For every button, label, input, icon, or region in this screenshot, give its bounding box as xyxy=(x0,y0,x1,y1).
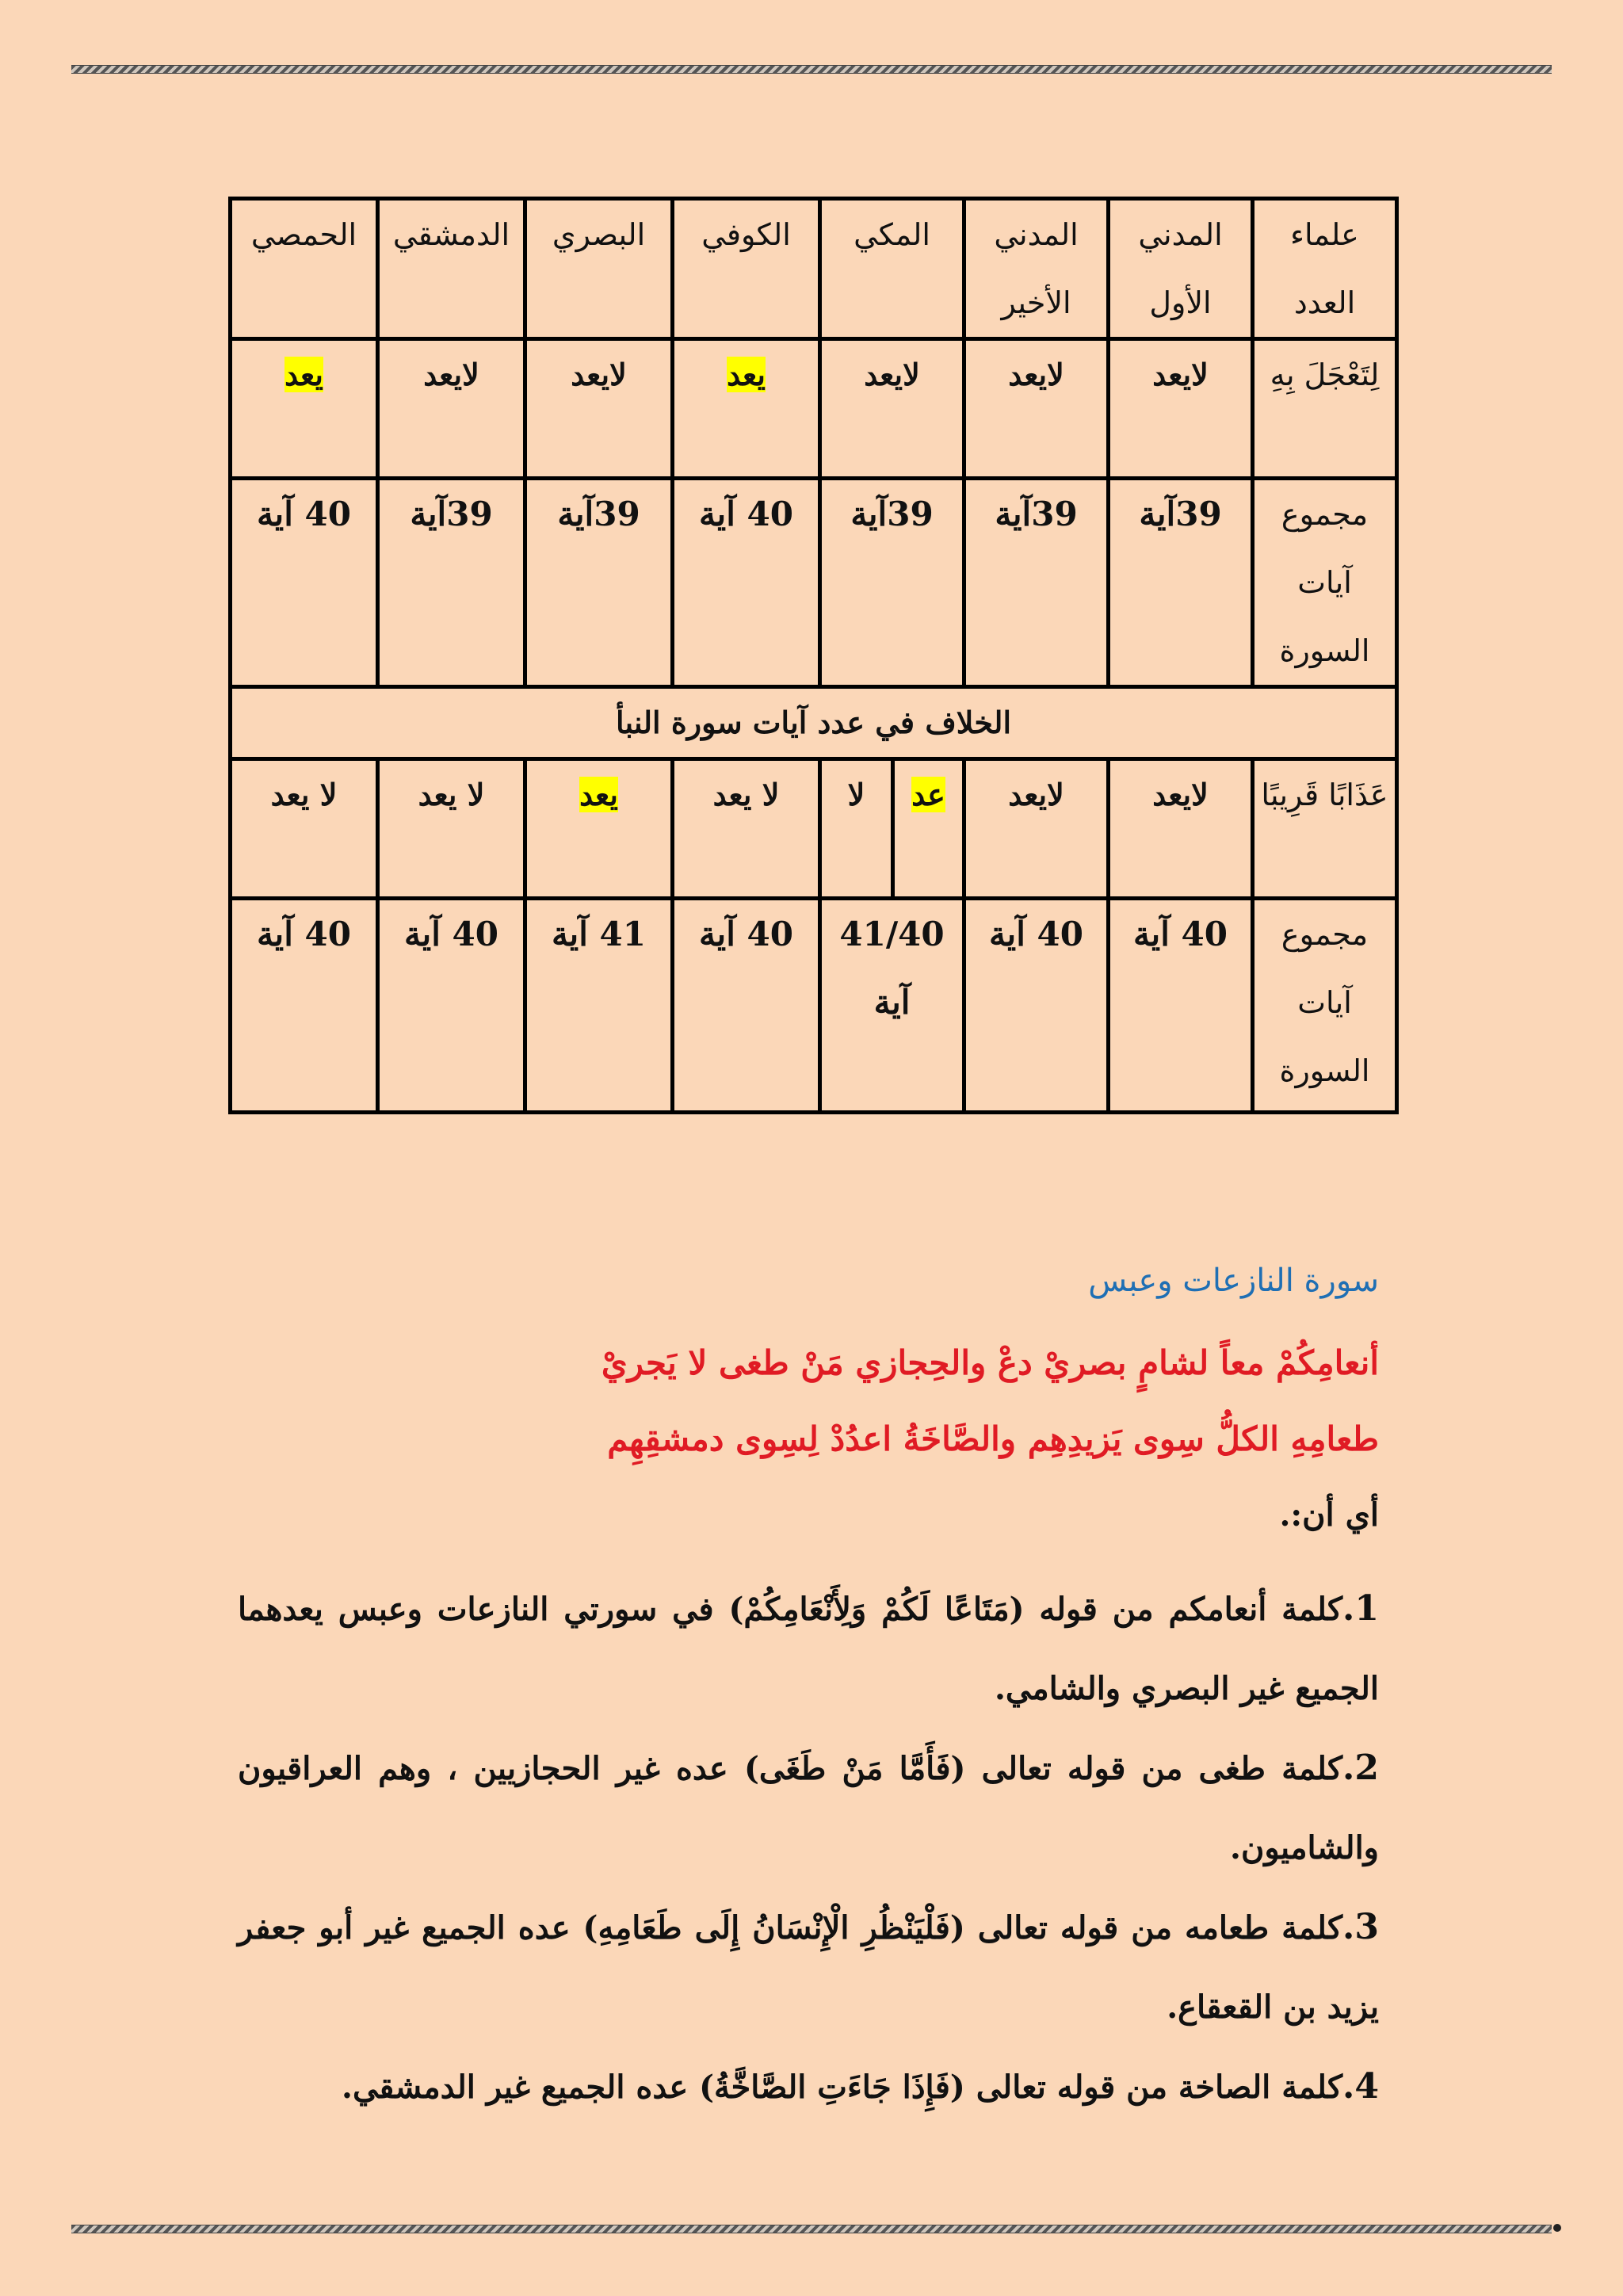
list-item: 2.كلمة طغى من قوله تعالى (فَأَمَّا مَنْ طَغَى) عده غير الحجازيين ، وهم العراقيون والشاميون. xyxy=(238,1748,1379,1866)
row-adhaban xyxy=(231,759,1397,899)
row-total-qiyama xyxy=(231,479,1397,687)
cell-basri: 41 آية xyxy=(525,899,673,1113)
top-decorative-rule xyxy=(71,65,1552,74)
cell-basri: لايعد xyxy=(525,339,673,479)
row-label: لِتَعْجَلَ بِهِ xyxy=(1253,339,1397,479)
cell-madani-first: لايعد xyxy=(1109,759,1253,899)
cell-kufi: 40 آية xyxy=(673,899,820,1113)
col-makki: المكي xyxy=(820,199,964,339)
naziat-abasa-section xyxy=(238,1260,1379,2127)
cell-dimashqi: 39آية xyxy=(378,479,525,687)
cell-kufi: يعد xyxy=(673,339,820,479)
cell-dimashqi: 40 آية xyxy=(378,899,525,1113)
cell-makki: 41/40 آية xyxy=(820,899,964,1113)
row-total-naba xyxy=(231,899,1397,1113)
intro-line: أي أن:. xyxy=(1279,1496,1379,1534)
cell-himsi: 40 آية xyxy=(231,479,378,687)
col-basri: البصري xyxy=(525,199,673,339)
header-label: علماء العدد xyxy=(1253,199,1397,339)
cell-himsi: لا يعد xyxy=(231,759,378,899)
col-himsi: الحمصي xyxy=(231,199,378,339)
row-label: مجموع آيات السورة xyxy=(1253,899,1397,1113)
col-kufi: الكوفي xyxy=(673,199,820,339)
cell-makki-b: لا xyxy=(820,759,893,899)
section-title: سورة النازعات وعبس xyxy=(1088,1263,1379,1299)
cell-kufi: 40 آية xyxy=(673,479,820,687)
cell-makki-a: عد xyxy=(893,759,964,899)
list-item: 4.كلمة الصاخة من قوله تعالى (فَإِذَا جَاءَتِ الصَّاخَّةُ) عده الجميع غير الدمشقي. xyxy=(342,2066,1379,2107)
cell-madani-first: 39آية xyxy=(1109,479,1253,687)
col-dimashqi: الدمشقي xyxy=(378,199,525,339)
cell-madani-last: 39آية xyxy=(964,479,1109,687)
cell-dimashqi: لايعد xyxy=(378,339,525,479)
poem-verse-2: طعامِهِ الكلُّ سِوى يَزيدِهِم والصَّاخَةُ اعدُدْ لِسِوى دمشقِهِم xyxy=(607,1419,1379,1458)
list-item: 3.كلمة طعامه من قوله تعالى (فَلْيَنْظُرِ الْإِنْسَانُ إِلَى طَعَامِهِ) عده الجميع غير أبو جعفر يزيد بن القعقاع. xyxy=(238,1907,1379,2026)
row-litajala xyxy=(231,339,1397,479)
cell-madani-first: لايعد xyxy=(1109,339,1253,479)
cell-madani-last: لايعد xyxy=(964,339,1109,479)
col-madani-first: المدني الأول xyxy=(1109,199,1253,339)
cell-basri: 39آية xyxy=(525,479,673,687)
cell-madani-last: لايعد xyxy=(964,759,1109,899)
verse-count-table xyxy=(228,197,1399,1114)
header-row xyxy=(231,199,1397,339)
naba-banner: الخلاف في عدد آيات سورة النبأ xyxy=(231,687,1397,759)
poem-verse-1: أنعامِكُمْ معاً لشامٍ بصريْ دعْ والحِجازي مَنْ طغى لا يَجريْ xyxy=(601,1343,1379,1382)
banner-row xyxy=(231,687,1397,759)
row-label: مجموع آيات السورة xyxy=(1253,479,1397,687)
cell-makki: 39آية xyxy=(820,479,964,687)
col-madani-last: المدني الأخير xyxy=(964,199,1109,339)
row-label: عَذَابًا قَرِيبًا xyxy=(1253,759,1397,899)
cell-madani-last: 40 آية xyxy=(964,899,1109,1113)
cell-himsi: 40 آية xyxy=(231,899,378,1113)
cell-madani-first: 40 آية xyxy=(1109,899,1253,1113)
cell-dimashqi: لا يعد xyxy=(378,759,525,899)
bottom-decorative-rule xyxy=(71,2225,1552,2233)
cell-kufi: لا يعد xyxy=(673,759,820,899)
list-item: 1.كلمة أنعامكم من قوله (مَتَاعًا لَكُمْ وَلِأَنْعَامِكُمْ) في سورتي النازعات وعبس يعدهما الجميع غير البصري والشامي. xyxy=(238,1588,1379,1707)
cell-himsi: يعد xyxy=(231,339,378,479)
cell-basri: يعد xyxy=(525,759,673,899)
cell-makki: لايعد xyxy=(820,339,964,479)
